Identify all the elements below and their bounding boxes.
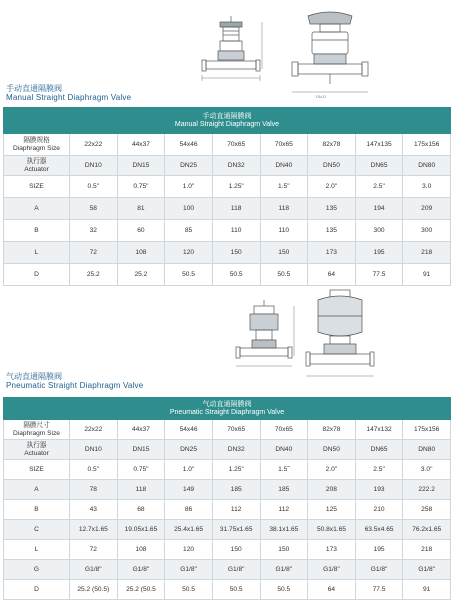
table-cell: 25.2: [117, 264, 165, 286]
table-cell: G1/8": [403, 560, 451, 580]
table-cell: 150: [260, 242, 308, 264]
table-row: [4, 198, 451, 220]
table-cell: 38.1x1.65: [260, 520, 308, 540]
row-label-text: B: [34, 226, 39, 234]
table-cell: 22x22: [70, 134, 118, 156]
table-cell: 0.75": [117, 460, 165, 480]
table-cell: 77.5: [355, 580, 403, 600]
pneumatic-valve-drawing-side: [232, 300, 296, 374]
table-cell: 3.0": [403, 460, 451, 480]
row-label-text: 执行器: [26, 442, 47, 449]
table-cell: 118: [212, 198, 260, 220]
manual-title-en: Manual Straight Diaphragm Valve: [6, 93, 132, 102]
table-cell: 1.0": [165, 176, 213, 198]
row-label: [4, 198, 70, 220]
row-label-text: 隔膜尺寸: [23, 422, 50, 429]
row-label-text: 隔膜规格: [23, 137, 50, 144]
row-label: [4, 480, 70, 500]
table-cell: DN25: [165, 156, 213, 176]
table-cell: 63.5x4.65: [355, 520, 403, 540]
table-cell: 50.5: [260, 264, 308, 286]
table-cell: 22x22: [70, 420, 118, 440]
table-cell: 70x65: [260, 420, 308, 440]
table-cell: 3.0: [403, 176, 451, 198]
row-label: [4, 220, 70, 242]
row-label-text: C: [34, 525, 39, 533]
table-cell: 91: [403, 264, 451, 286]
table-cell: 1.25": [212, 460, 260, 480]
table-row: [4, 460, 451, 480]
row-label: [4, 500, 70, 520]
table-cell: DN32: [212, 156, 260, 176]
table-row: [4, 500, 451, 520]
table-cell: 50.5: [260, 580, 308, 600]
row-label-text: Actuator: [24, 165, 49, 173]
table-cell: 258: [403, 500, 451, 520]
table-cell: 135: [308, 198, 356, 220]
row-label: [4, 156, 70, 176]
table-cell: 82x78: [308, 134, 356, 156]
table-cell: 1.25": [212, 176, 260, 198]
table-cell: 54x46: [165, 420, 213, 440]
table-cell: DN80: [403, 440, 451, 460]
table-cell: 112: [212, 500, 260, 520]
table-cell: 110: [212, 220, 260, 242]
manual-table-header-row: [4, 108, 451, 134]
table-cell: 0.75": [117, 176, 165, 198]
table-cell: 118: [260, 198, 308, 220]
table-cell: 68: [117, 500, 165, 520]
pneumatic-section-title: [6, 372, 143, 390]
pneumatic-title-en: Pneumatic Straight Diaphragm Valve: [6, 381, 144, 390]
table-row: [4, 520, 451, 540]
table-cell: 1.0": [165, 460, 213, 480]
pneumatic-spec-table: [3, 397, 451, 600]
table-cell: G1/8": [165, 560, 213, 580]
row-label: [4, 176, 70, 198]
table-cell: 173: [308, 242, 356, 264]
table-cell: 112: [260, 500, 308, 520]
table-cell: 85: [165, 220, 213, 242]
row-label-text: B: [34, 505, 39, 513]
table-cell: DN65: [355, 440, 403, 460]
table-cell: 208: [308, 480, 356, 500]
row-label: [4, 520, 70, 540]
table-cell: 222.2: [403, 480, 451, 500]
table-row: [4, 420, 451, 440]
table-cell: 25.2 (50.5): [70, 580, 118, 600]
table-cell: 12.7x1.65: [70, 520, 118, 540]
row-label: [4, 460, 70, 480]
row-label-text: Actuator: [24, 449, 49, 457]
manual-valve-drawing-front: [290, 8, 370, 102]
table-cell: DN25: [165, 440, 213, 460]
table-cell: 135: [308, 220, 356, 242]
table-cell: 78: [70, 480, 118, 500]
table-cell: 120: [165, 242, 213, 264]
pneumatic-table-header-en: Pneumatic Straight Diaphragm Valve: [169, 408, 285, 416]
table-cell: 19.05x1.65: [117, 520, 165, 540]
table-cell: DN40: [260, 440, 308, 460]
row-label: [4, 440, 70, 460]
table-cell: 125: [308, 500, 356, 520]
table-cell: 149: [165, 480, 213, 500]
row-label-text: 执行器: [26, 158, 47, 165]
table-cell: 91: [403, 580, 451, 600]
table-cell: 70x65: [260, 134, 308, 156]
table-cell: 70x65: [212, 420, 260, 440]
manual-valve-drawing-side: [196, 14, 268, 94]
table-cell: 100: [165, 198, 213, 220]
table-cell: 77.5: [355, 264, 403, 286]
table-cell: 175x156: [403, 420, 451, 440]
table-cell: 147x135: [355, 134, 403, 156]
pneumatic-table-header-row: [4, 398, 451, 420]
table-cell: 25.2: [70, 264, 118, 286]
table-cell: 81: [117, 198, 165, 220]
table-cell: 195: [355, 540, 403, 560]
table-cell: 76.2x1.65: [403, 520, 451, 540]
pneumatic-title-cn: 气动直通隔膜阀: [6, 372, 62, 381]
table-row: [4, 220, 451, 242]
table-cell: 185: [260, 480, 308, 500]
table-row: [4, 540, 451, 560]
manual-section-title: [6, 84, 131, 102]
table-cell: G1/8": [308, 560, 356, 580]
table-cell: 0.5": [70, 460, 118, 480]
row-label-text: SIZE: [29, 465, 44, 473]
table-cell: 194: [355, 198, 403, 220]
table-cell: 1.5˝: [260, 460, 308, 480]
table-cell: G1/8": [260, 560, 308, 580]
table-cell: 150: [212, 540, 260, 560]
manual-title-cn: 手动直通隔膜阀: [6, 84, 62, 93]
table-cell: 2.0": [308, 460, 356, 480]
table-cell: 2.5": [355, 176, 403, 198]
table-cell: 2.0": [308, 176, 356, 198]
table-cell: DN10: [70, 440, 118, 460]
table-cell: 218: [403, 540, 451, 560]
table-cell: 0.5": [70, 176, 118, 198]
row-label: [4, 420, 70, 440]
table-cell: 150: [212, 242, 260, 264]
table-row: [4, 156, 451, 176]
row-label: [4, 242, 70, 264]
table-cell: 54x46: [165, 134, 213, 156]
row-label-text: D: [34, 585, 39, 593]
table-cell: DN15: [117, 156, 165, 176]
pneumatic-table-header-cn: 气动直通隔膜阀: [202, 400, 252, 408]
table-cell: 64: [308, 580, 356, 600]
row-label: [4, 264, 70, 286]
row-label-text: SIZE: [29, 182, 44, 190]
row-label-text: Diaphragm Size: [13, 144, 60, 152]
row-label: [4, 560, 70, 580]
table-cell: 82x78: [308, 420, 356, 440]
table-cell: 25.2 (50.5: [117, 580, 165, 600]
table-cell: 44x37: [117, 420, 165, 440]
row-label-text: L: [34, 248, 39, 256]
row-label: [4, 134, 70, 156]
table-cell: 64: [308, 264, 356, 286]
table-cell: 300: [403, 220, 451, 242]
row-label-text: D: [34, 270, 39, 278]
table-cell: 32: [70, 220, 118, 242]
table-cell: 185: [212, 480, 260, 500]
table-cell: 110: [260, 220, 308, 242]
table-cell: 43: [70, 500, 118, 520]
row-label-text: G: [33, 565, 40, 573]
table-row: [4, 560, 451, 580]
table-cell: 2.5": [355, 460, 403, 480]
table-row: [4, 480, 451, 500]
table-cell: 173: [308, 540, 356, 560]
table-cell: 118: [117, 480, 165, 500]
table-cell: 50.5: [165, 264, 213, 286]
table-cell: 218: [403, 242, 451, 264]
table-cell: 50.5: [165, 580, 213, 600]
manual-table-header-cn: 手动直通隔膜阀: [202, 112, 252, 120]
row-label-text: L: [34, 545, 39, 553]
table-cell: 300: [355, 220, 403, 242]
table-cell: 175x156: [403, 134, 451, 156]
table-cell: 209: [403, 198, 451, 220]
table-cell: 50.5: [212, 580, 260, 600]
table-cell: G1/8": [212, 560, 260, 580]
table-cell: 195: [355, 242, 403, 264]
table-cell: 108: [117, 242, 165, 264]
manual-spec-table: [3, 107, 451, 286]
table-row: [4, 580, 451, 600]
table-cell: 150: [260, 540, 308, 560]
table-cell: DN40: [260, 156, 308, 176]
table-cell: 44x37: [117, 134, 165, 156]
table-cell: DN10: [70, 156, 118, 176]
row-label-text: Diaphragm Size: [13, 429, 60, 437]
table-cell: DN65: [355, 156, 403, 176]
table-cell: G1/8": [355, 560, 403, 580]
table-cell: G1/8": [117, 560, 165, 580]
row-label-text: A: [34, 204, 39, 212]
row-label: [4, 580, 70, 600]
row-label-text: A: [34, 485, 39, 493]
table-cell: 1.5": [260, 176, 308, 198]
row-label: [4, 540, 70, 560]
table-cell: DN15: [117, 440, 165, 460]
table-cell: 193: [355, 480, 403, 500]
manual-table-header-en: Manual Straight Diaphragm Valve: [174, 120, 280, 128]
pneumatic-table-header: [4, 398, 451, 420]
table-cell: 108: [117, 540, 165, 560]
table-cell: DN80: [403, 156, 451, 176]
manual-table-header: [4, 108, 451, 134]
table-cell: 72: [70, 242, 118, 264]
table-cell: 86: [165, 500, 213, 520]
table-cell: DN50: [308, 156, 356, 176]
table-cell: 147x132: [355, 420, 403, 440]
table-cell: DN32: [212, 440, 260, 460]
table-row: [4, 176, 451, 198]
manual-drawing-dimension-label: DN-D: [316, 94, 326, 99]
table-row: [4, 440, 451, 460]
table-row: [4, 242, 451, 264]
table-cell: 50.5: [212, 264, 260, 286]
table-row: [4, 264, 451, 286]
table-cell: 210: [355, 500, 403, 520]
table-cell: 25.4x1.65: [165, 520, 213, 540]
table-cell: DN50: [308, 440, 356, 460]
table-row: [4, 134, 451, 156]
table-cell: 70x65: [212, 134, 260, 156]
table-cell: 60: [117, 220, 165, 242]
table-cell: G1/8": [70, 560, 118, 580]
table-cell: 31.75x1.65: [212, 520, 260, 540]
table-cell: 58: [70, 198, 118, 220]
table-cell: 72: [70, 540, 118, 560]
table-cell: 120: [165, 540, 213, 560]
table-cell: 50.8x1.65: [308, 520, 356, 540]
pneumatic-valve-drawing-front: [304, 288, 376, 384]
